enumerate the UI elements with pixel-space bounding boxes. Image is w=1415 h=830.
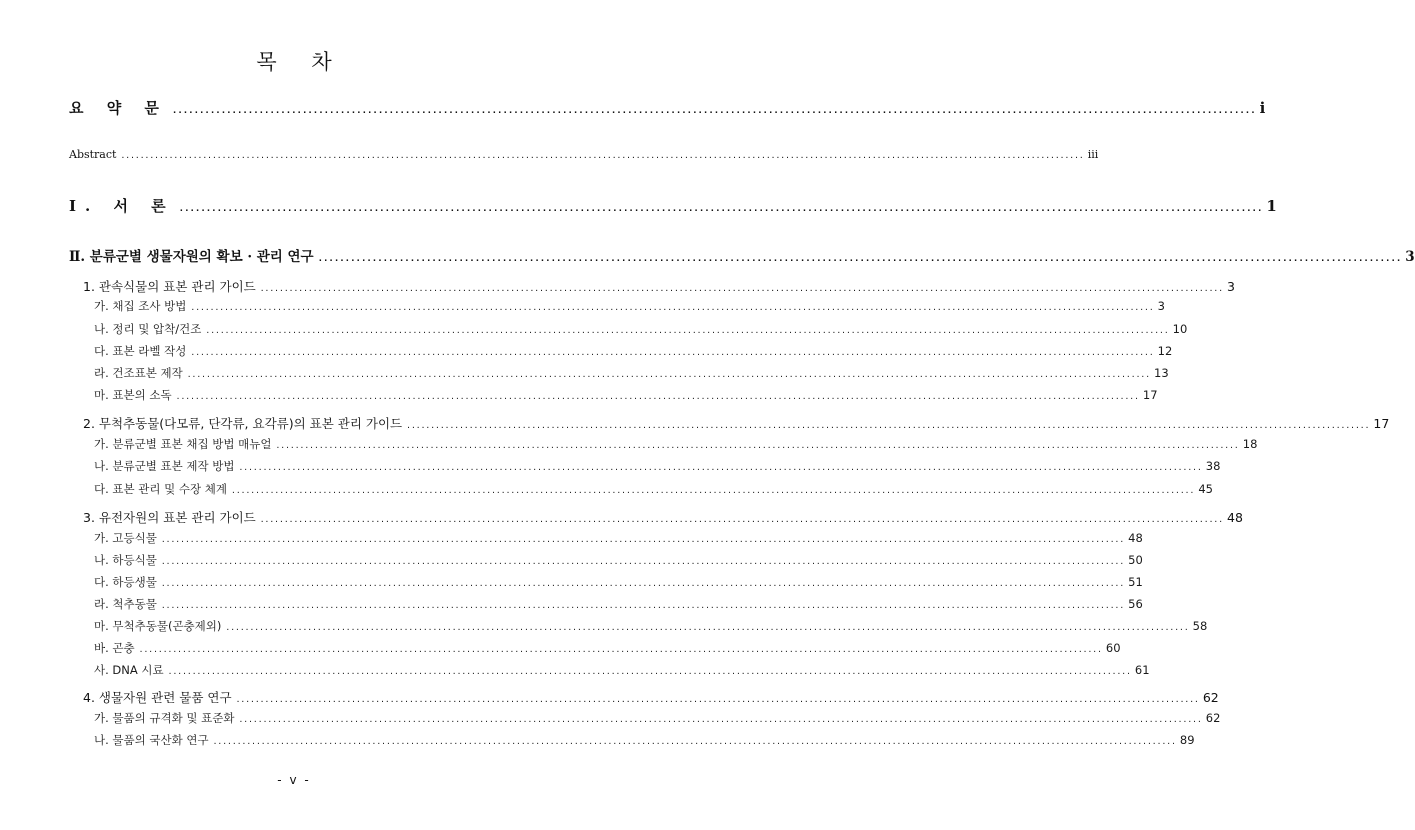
toc-entry-page-number: 51 bbox=[1128, 575, 1143, 589]
toc-entry bbox=[94, 732, 1195, 748]
toc-entry bbox=[83, 508, 1243, 526]
toc-entry-label: 가. 채집 조사 방법 bbox=[94, 299, 187, 313]
toc-dot-leader: ........................................................................................................................................................................................................ bbox=[178, 204, 1263, 214]
toc-entry-label: 마. 무척추동물(곤충제외) bbox=[94, 619, 222, 633]
toc-dot-leader: ........................................................................................................................................................................................................ bbox=[317, 254, 1402, 264]
toc-entry-label: 나. 정리 및 압착/건조 bbox=[94, 322, 202, 336]
toc-entry-page-number: 62 bbox=[1205, 711, 1221, 725]
toc-dot-leader: ........................................................................................................................................................................................................ bbox=[235, 695, 1199, 704]
toc-entry-page-number: 45 bbox=[1198, 482, 1213, 496]
toc-entry-label: 3. 유전자원의 표본 관리 가이드 bbox=[83, 510, 256, 525]
toc-entry bbox=[69, 245, 1415, 265]
toc-entry bbox=[83, 688, 1219, 706]
toc-entry-label: Ⅱ. 분류군별 생물자원의 확보 · 관리 연구 bbox=[69, 249, 314, 265]
toc-dot-leader: ........................................................................................................................................................................................................ bbox=[406, 421, 1370, 430]
toc-entry-label: 요 약 문 bbox=[69, 99, 168, 117]
toc-dot-leader: ........................................................................................................................................................................................................ bbox=[190, 348, 1154, 357]
toc-entry bbox=[94, 458, 1221, 474]
toc-entry-label: 다. 하등생물 bbox=[94, 575, 157, 589]
toc-entry bbox=[94, 343, 1173, 359]
toc-entry-label: 가. 분류군별 표본 채집 방법 매뉴얼 bbox=[94, 437, 272, 451]
toc-entry bbox=[94, 710, 1221, 726]
toc-entry bbox=[83, 414, 1390, 432]
toc-entry-label: Abstract bbox=[69, 148, 117, 161]
toc-dot-leader: ........................................................................................................................................................................................................ bbox=[212, 737, 1176, 746]
toc-entry bbox=[94, 662, 1150, 678]
toc-dot-leader: ........................................................................................................................................................................................................ bbox=[160, 535, 1125, 544]
toc-dot-leader: ........................................................................................................................................................................................................ bbox=[160, 601, 1125, 610]
toc-entry-page-number: 48 bbox=[1128, 531, 1143, 545]
toc-dot-leader: ........................................................................................................................................................................................................ bbox=[275, 441, 1239, 450]
toc-dot-leader: ........................................................................................................................................................................................................ bbox=[171, 106, 1256, 116]
toc-entry bbox=[94, 552, 1143, 568]
toc-entry bbox=[94, 574, 1143, 590]
toc-entry-page-number: 58 bbox=[1192, 619, 1208, 633]
toc-entry-label: 4. 생물자원 관련 물품 연구 bbox=[83, 690, 232, 705]
toc-entry-label: 1. 관속식물의 표본 관리 가이드 bbox=[83, 279, 256, 294]
toc-entry-label: 가. 물품의 규격화 및 표준화 bbox=[94, 711, 235, 725]
toc-dot-leader: ........................................................................................................................................................................................................ bbox=[120, 151, 1084, 160]
toc-entry-label: Ⅰ. 서 론 bbox=[69, 197, 175, 215]
toc-dot-leader: ........................................................................................................................................................................................................ bbox=[138, 645, 1102, 654]
toc-entry-page-number: 3 bbox=[1227, 279, 1235, 294]
toc-entry-page-number: 1 bbox=[1266, 197, 1277, 215]
toc-entry bbox=[94, 640, 1121, 656]
toc-entry-page-number: 38 bbox=[1205, 459, 1221, 473]
toc-dot-leader: ........................................................................................................................................................................................................ bbox=[259, 515, 1224, 524]
toc-entry-label: 라. 척추동물 bbox=[94, 597, 157, 611]
toc-dot-leader: ........................................................................................................................................................................................................ bbox=[238, 463, 1202, 472]
page-footer-number: - v - bbox=[277, 773, 311, 787]
toc-entry-page-number: 17 bbox=[1142, 388, 1158, 402]
toc-entry bbox=[94, 530, 1143, 546]
toc-entry-page-number: 18 bbox=[1242, 437, 1258, 451]
toc-entry bbox=[69, 195, 1277, 216]
toc-entry-page-number: 61 bbox=[1134, 663, 1150, 677]
toc-dot-leader: ........................................................................................................................................................................................................ bbox=[160, 557, 1125, 566]
toc-entry-page-number: 3 bbox=[1405, 249, 1415, 265]
toc-entry-label: 라. 건조표본 제작 bbox=[94, 366, 183, 380]
toc-entry-page-number: 60 bbox=[1105, 641, 1121, 655]
toc-entry-page-number: 48 bbox=[1227, 510, 1243, 525]
toc-dot-leader: ........................................................................................................................................................................................................ bbox=[186, 370, 1151, 379]
toc-entry bbox=[83, 277, 1235, 295]
toc-entry-label: 다. 표본 관리 및 수장 체계 bbox=[94, 482, 228, 496]
toc-dot-leader: ........................................................................................................................................................................................................ bbox=[231, 486, 1195, 495]
toc-entry bbox=[94, 436, 1258, 452]
toc-dot-leader: ........................................................................................................................................................................................................ bbox=[160, 579, 1125, 588]
toc-entry-page-number: 3 bbox=[1157, 299, 1165, 313]
toc-entry bbox=[94, 618, 1208, 634]
toc-entry-label: 가. 고등식물 bbox=[94, 531, 157, 545]
toc-dot-leader: ........................................................................................................................................................................................................ bbox=[238, 715, 1202, 724]
toc-entry-page-number: 56 bbox=[1128, 597, 1143, 611]
toc-dot-leader: ........................................................................................................................................................................................................ bbox=[259, 284, 1224, 293]
toc-dot-leader: ........................................................................................................................................................................................................ bbox=[167, 667, 1131, 676]
toc-entry-page-number: 12 bbox=[1157, 344, 1173, 358]
toc-entry-label: 2. 무척추동물(다모류, 단각류, 요각류)의 표본 관리 가이드 bbox=[83, 416, 403, 431]
toc-entry bbox=[94, 596, 1143, 612]
toc-entry bbox=[69, 148, 1099, 161]
toc-dot-leader: ........................................................................................................................................................................................................ bbox=[225, 623, 1189, 632]
toc-entry-page-number: 17 bbox=[1373, 416, 1390, 431]
toc-entry-label: 마. 표본의 소독 bbox=[94, 388, 172, 402]
toc-entry bbox=[94, 298, 1165, 314]
toc-entry-page-number: 62 bbox=[1202, 690, 1219, 705]
toc-entry bbox=[94, 481, 1213, 497]
toc-entry-label: 다. 표본 라벨 작성 bbox=[94, 344, 187, 358]
toc-entry-label: 사. DNA 시료 bbox=[94, 663, 164, 677]
toc-entry bbox=[94, 321, 1188, 337]
toc-entry-label: 나. 분류군별 표본 제작 방법 bbox=[94, 459, 235, 473]
page-title: 목 차 bbox=[256, 50, 346, 74]
toc-entry-label: 나. 물품의 국산화 연구 bbox=[94, 733, 209, 747]
toc-entry bbox=[94, 387, 1158, 403]
toc-entry-page-number: 10 bbox=[1172, 322, 1188, 336]
toc-entry-page-number: i bbox=[1259, 99, 1266, 117]
toc-entry-page-number: iii bbox=[1087, 148, 1099, 161]
toc-entry-page-number: 89 bbox=[1179, 733, 1195, 747]
toc-entry-page-number: 50 bbox=[1128, 553, 1143, 567]
toc-entry-page-number: 13 bbox=[1154, 366, 1169, 380]
toc-entry bbox=[94, 365, 1169, 381]
toc-entry-label: 나. 하등식물 bbox=[94, 553, 157, 567]
toc-dot-leader: ........................................................................................................................................................................................................ bbox=[190, 303, 1154, 312]
toc-entry-label: 바. 곤충 bbox=[94, 641, 135, 655]
toc-dot-leader: ........................................................................................................................................................................................................ bbox=[175, 392, 1139, 401]
toc-entry bbox=[69, 97, 1266, 118]
toc-dot-leader: ........................................................................................................................................................................................................ bbox=[205, 326, 1169, 335]
